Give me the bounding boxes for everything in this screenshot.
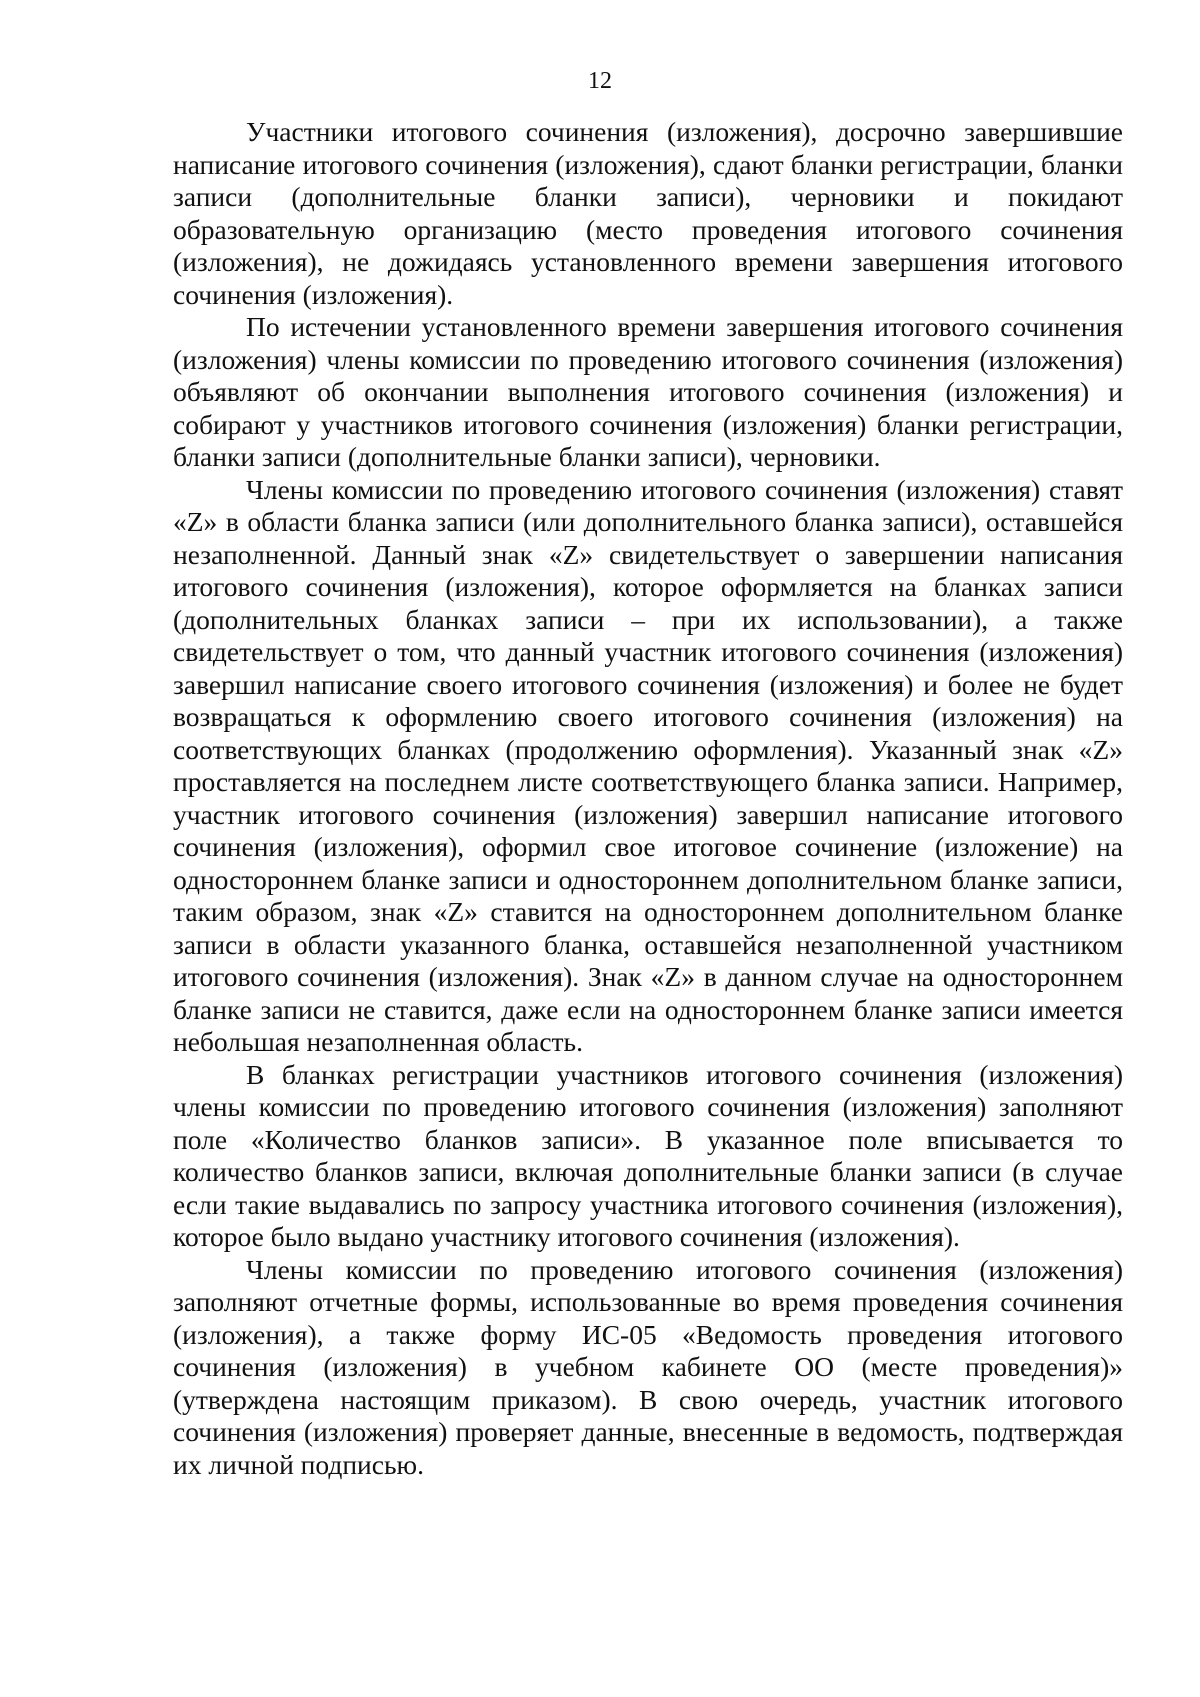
paragraph-report-forms: Члены комиссии по проведению итогового сочинения (изложения) заполняют отчетные формы, использованные во время проведения сочинения (изложения), а также форму ИС-05 «Ведомость проведения итогового сочинения (изложения) в учебном кабинете ОО (месте проведения)» (утверждена настоящим приказом). В свою очередь, участник итогового сочинения (изложения) проверяет данные, внесенные в ведомость, подтверждая их личной подписью. — [173, 1253, 1123, 1480]
paragraph-registration-forms: В бланках регистрации участников итогового сочинения (изложения) члены комиссии по проведению итогового сочинения (изложения) заполняют поле «Количество бланков записи». В указанное поле вписывается то количество бланков записи, включая дополнительные бланки записи (в случае если такие выдавались по запросу участника итогового сочинения (изложения), которое было выдано участнику итогового сочинения (изложения). — [173, 1058, 1123, 1252]
paragraph-time-expired: По истечении установленного времени завершения итогового сочинения (изложения) члены комиссии по проведению итогового сочинения (изложения) объявляют об окончании выполнения итогового сочинения (изложения) и собирают у участников итогового сочинения (изложения) бланки регистрации, бланки записи (дополнительные бланки записи), черновики. — [173, 311, 1123, 472]
paragraph-z-mark: Члены комиссии по проведению итогового сочинения (изложения) ставят «Z» в области бланка записи (или дополнительного бланка записи), оставшейся незаполненной. Данный знак «Z» свидетельствует о завершении написания итогового сочинения (изложения), которое оформляется на бланках записи (дополнительных бланках записи – при их использовании), а также свидетельствует о том, что данный участник итогового сочинения (изложения) завершил написание своего итогового сочинения (изложения) и более не будет возвращаться к оформлению своего итогового сочинения (изложения) на соответствующих бланках (продолжению оформления). Указанный знак «Z» проставляется на последнем листе соответствующего бланка записи. Например, участник итогового сочинения (изложения) завершил написание итогового сочинения (изложения), оформил свое итоговое сочинение (изложение) на одностороннем бланке записи и одностороннем дополнительном бланке записи, таким образом, знак «Z» ставится на одностороннем дополнительном бланке записи в области указанного бланка, оставшейся незаполненной участником итогового сочинения (изложения). Знак «Z» в данном случае на одностороннем бланке записи не ставится, даже если на одностороннем бланке записи имеется небольшая незаполненная область. — [173, 473, 1123, 1057]
paragraph-early-finish: Участники итогового сочинения (изложения), досрочно завершившие написание итогового сочинения (изложения), сдают бланки регистрации, бланки записи (дополнительные бланки записи), черновики и покидают образовательную организацию (место проведения итогового сочинения (изложения), не дожидаясь установленного времени завершения итогового сочинения (изложения). — [173, 116, 1123, 310]
document-body — [173, 116, 1123, 1481]
page-number: 12 — [588, 68, 612, 94]
